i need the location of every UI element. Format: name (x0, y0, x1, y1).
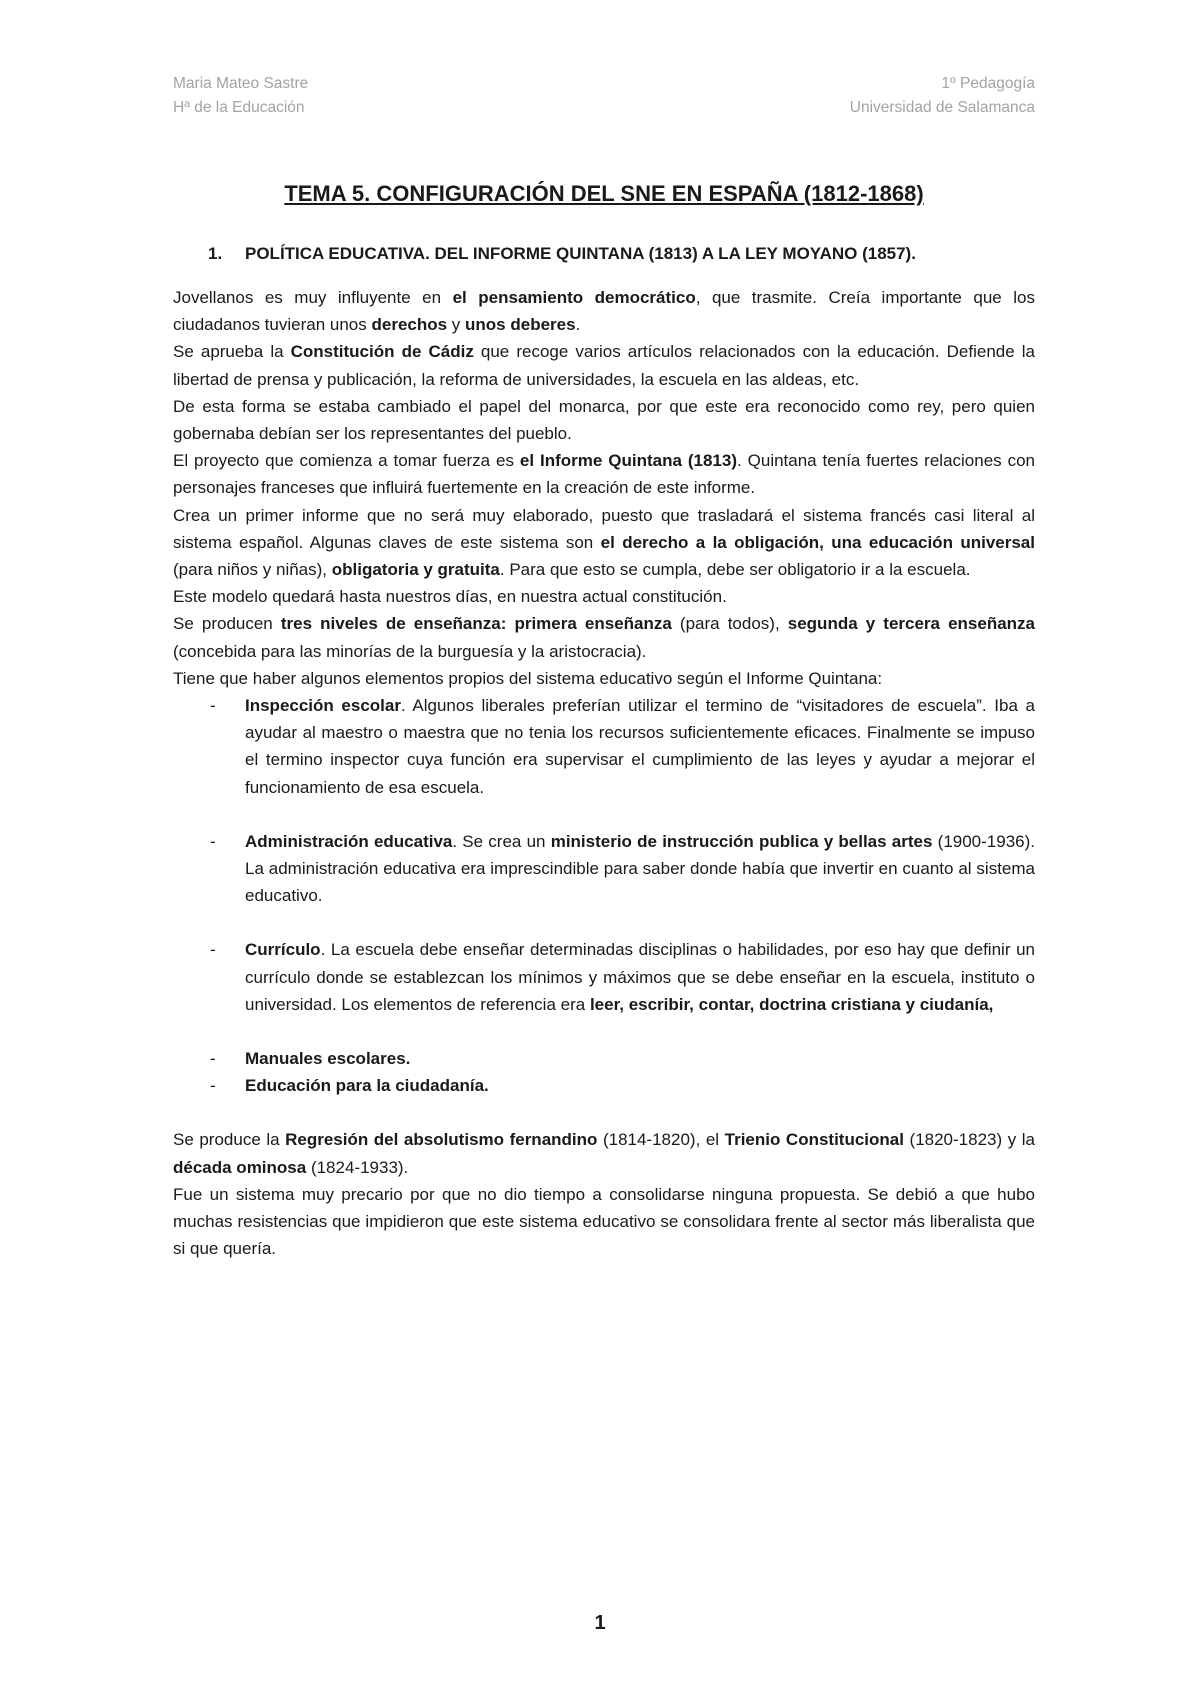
document-body (173, 180, 1035, 1263)
text-span: El proyecto que comienza a tomar fuerza es (173, 451, 520, 471)
paragraph-modelo: Este modelo quedará hasta nuestros días, en nuestra actual constitución. (173, 587, 727, 607)
bold-span: Inspección escolar (245, 696, 401, 716)
text-span: . Algunos liberales preferían utilizar el termino de “visitadores de escuela”. Iba a ayudar al maestro o maestra que no tenia los recursos suficientemente eficaces. Finalmente se impuso el termino inspector cuya función era supervisar el cumplimiento de las leyes y ayudar a mejorar el funcionamiento de esa escuela. (245, 696, 1035, 797)
dash-bullet: - (210, 1049, 216, 1069)
text-span: que recoge varios artículos relacionados con la educación. Defiende la libertad de prensa y publicación, la reforma de universidades, la escuela en las aldeas, etc. (173, 342, 1036, 389)
bold-span: el pensamiento democrático (452, 288, 696, 307)
bold-span: década ominosa (173, 1157, 307, 1177)
paragraph-primer-informe (173, 502, 1035, 584)
bold-span: obligatoria y gratuita (331, 560, 500, 580)
paragraph-regresion (173, 1126, 1035, 1180)
bold-span: Administración educativa (245, 831, 453, 851)
dash-bullet: - (210, 831, 216, 851)
section-heading (173, 242, 1035, 266)
bold-span: Manuales escolares. (245, 1049, 411, 1069)
list-item-ciudadania (173, 1072, 1035, 1099)
section-number: 1. (208, 244, 223, 263)
text-span: . (575, 315, 581, 335)
bold-span: segunda y tercera enseñanza (787, 614, 1036, 634)
section-title: POLÍTICA EDUCATIVA. DEL INFORME QUINTANA (1813) A LA LEY MOYANO (1857). (245, 244, 916, 263)
bold-span: derechos (371, 315, 448, 335)
list-item-manuales (173, 1045, 1035, 1072)
text-span: Se aprueba la (173, 342, 291, 362)
text-span: (1900-1936). La administración educativa era imprescindible para saber donde había que invertir en cuanto al sistema educativo. (245, 831, 1036, 906)
bold-span: Educación para la ciudadanía. (245, 1076, 489, 1096)
text-span: (para niños y niñas), (173, 560, 332, 580)
text-span: (1814-1820), el (597, 1130, 725, 1150)
text-span: . Para que esto se cumpla, debe ser obligatorio ir a la escuela. (499, 560, 971, 580)
dash-bullet: - (210, 1076, 216, 1096)
header-right (850, 72, 1035, 120)
bold-span: Constitución de Cádiz (290, 342, 474, 362)
paragraph-niveles (173, 610, 1035, 664)
dash-bullet: - (210, 940, 216, 960)
text-span: (1824-1933). (306, 1157, 409, 1177)
bold-span: ministerio de instrucción publica y bellas artes (550, 831, 933, 851)
text-span: Jovellanos es muy influyente en (173, 288, 453, 307)
header-university: Universidad de Salamanca (849, 99, 1035, 116)
bold-span: el Informe Quintana (1813) (519, 451, 737, 471)
bold-span: tres niveles de enseñanza: primera enseñanza (280, 614, 672, 634)
bold-span: Trienio Constitucional (724, 1130, 904, 1150)
text-span: . Se crea un (452, 831, 551, 851)
text-span: y (447, 315, 466, 335)
bold-span: el derecho a la obligación, una educación universal (600, 532, 1035, 552)
text-span: Se producen (173, 614, 281, 634)
document-title: TEMA 5. CONFIGURACIÓN DEL SNE EN ESPAÑA (1812-1868) (284, 181, 924, 206)
dash-bullet: - (210, 696, 216, 716)
text-span: . La escuela debe enseñar determinadas disciplinas o habilidades, por eso hay que definir un currículo donde se establezcan los mínimos y máximos que se debe enseñar en la escuela, instituto o universidad. Los elementos de referencia era (245, 940, 1035, 1014)
text-span: Se produce la (173, 1130, 286, 1150)
paragraph-monarca: De esta forma se estaba cambiado el papel del monarca, por que este era reconocido como rey, pero quien gobernaba debían ser los representantes del pueblo. (173, 396, 1035, 444)
bold-span: unos deberes (465, 315, 576, 335)
text-span: . Quintana tenía fuertes relaciones con personajes franceses que influirá fuertemente en la creación de este informe. (173, 451, 1035, 498)
paragraph-elementos-intro: Tiene que haber algunos elementos propios del sistema educativo según el Informe Quintana: (173, 668, 883, 688)
paragraph-sistema-precario: Fue un sistema muy precario por que no dio tiempo a consolidarse ninguna propuesta. Se debió a que hubo muchas resistencias que impidieron que este sistema educativo se consolidara frente al sector más liberalista que si que quería. (173, 1184, 1035, 1259)
paragraph-constitucion (173, 338, 1035, 392)
paragraph-informe-quintana (173, 447, 1035, 501)
list-item-curriculo (173, 936, 1035, 1018)
list-item-administracion (173, 828, 1035, 910)
header-author: Maria Mateo Sastre (173, 75, 309, 92)
text-span: Crea un primer informe que no será muy elaborado, puesto que trasladará el sistema francés casi literal al sistema español. Algunas claves de este sistema son (173, 505, 1035, 552)
text-span: (concebida para las minorías de la burguesía y la aristocracia). (173, 641, 647, 661)
bold-span: Currículo (245, 940, 321, 960)
text-span: (1820-1823) y la (903, 1130, 1035, 1150)
text-span: , que trasmite. Creía importante que los ciudadanos tuvieran unos (173, 288, 1035, 335)
bold-span: Regresión del absolutismo fernandino (285, 1130, 598, 1150)
text-span: (para todos), (671, 614, 788, 634)
page-number: 1 (594, 1612, 606, 1634)
elements-list (173, 692, 1035, 1099)
list-item-inspeccion (173, 692, 1035, 801)
spacer (173, 1099, 1035, 1126)
paragraph-jovellanos (173, 284, 1035, 338)
header-left (173, 72, 308, 120)
header-course: 1º Pedagogía (941, 75, 1035, 92)
bold-span: leer, escribir, contar, doctrina cristiana y ciudanía, (589, 994, 994, 1014)
header-subject: Hª de la Educación (173, 99, 305, 116)
